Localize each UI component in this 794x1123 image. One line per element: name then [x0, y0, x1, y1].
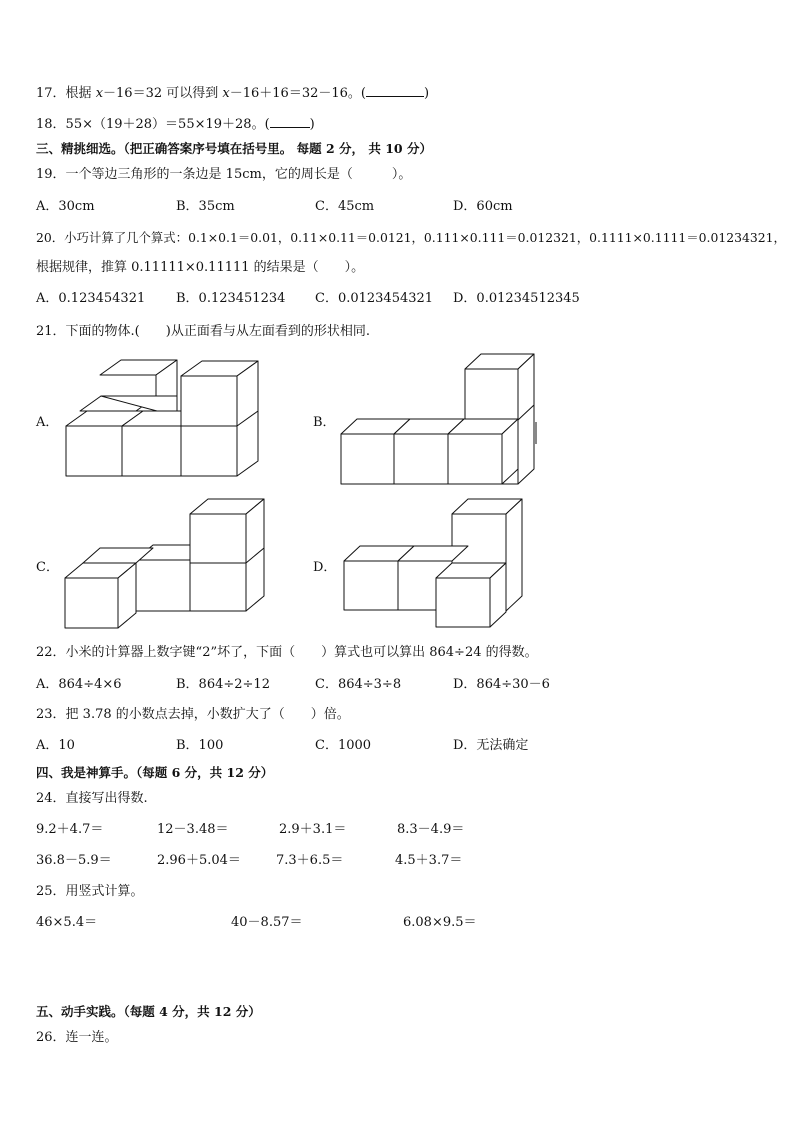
question-25-stem: 25．用竖式计算。	[36, 884, 144, 899]
q20-option-a[interactable]: A．0.123454321	[36, 291, 146, 306]
q22-option-c[interactable]: C．864÷3÷8	[315, 677, 402, 692]
q20-option-d[interactable]: D．0.01234512345	[453, 291, 580, 306]
q24-item: 2.96＋5.04＝	[157, 853, 241, 868]
section-3-heading: 三、精挑细选。（把正确答案序号填在括号里。 每题 2 分， 共 10 分）	[36, 141, 432, 156]
question-20-stem: 20．小巧计算了几个算式：0.1×0.1＝0.01，0.11×0.11＝0.0121，0.111×0.111＝0.012321，0.1111×0.1111＝0.01234321，	[36, 230, 786, 245]
answer-blank-17[interactable]	[366, 84, 424, 97]
q20-option-b[interactable]: B．0.123451234	[176, 291, 286, 306]
section-4-heading: 四、我是神算手。（每题 6 分，共 12 分）	[36, 765, 274, 780]
question-17: 17．根据 x－16＝32 可以得到 x－16＋16＝32－16。( )	[36, 86, 430, 101]
question-23-stem: 23．把 3.78 的小数点去掉，小数扩大了（ ）倍。	[36, 707, 350, 722]
cube-figure-c	[60, 496, 265, 616]
q21-option-a-label[interactable]: A．	[36, 415, 59, 430]
question-18: 18．55×（19＋28）＝55×19＋28。( )	[36, 117, 315, 132]
q21-option-d-label[interactable]: D．	[313, 560, 337, 575]
q19-option-b[interactable]: B．35cm	[176, 199, 235, 214]
question-22-stem: 22．小米的计算器上数字键“2”坏了，下面（ ）算式也可以算出 864÷24 的得数。	[36, 645, 538, 660]
q25-item: 6.08×9.5＝	[403, 915, 477, 930]
q24-item: 12－3.48＝	[157, 822, 229, 837]
cube-figure-b	[338, 352, 543, 487]
q24-item: 4.5＋3.7＝	[395, 853, 463, 868]
q22-option-a[interactable]: A．864÷4×6	[36, 677, 122, 692]
q25-item: 40－8.57＝	[231, 915, 303, 930]
q22-option-b[interactable]: B．864÷2÷12	[176, 677, 270, 692]
question-24-stem: 24．直接写出得数.	[36, 791, 148, 806]
question-21-stem: 21．下面的物体.( )从正面看与从左面看到的形状相同.	[36, 324, 370, 339]
q24-item: 7.3＋6.5＝	[276, 853, 344, 868]
q24-item: 8.3－4.9＝	[397, 822, 465, 837]
q23-option-b[interactable]: B．100	[176, 738, 224, 753]
q24-item: 36.8－5.9＝	[36, 853, 112, 868]
q19-option-d[interactable]: D．60cm	[453, 199, 513, 214]
answer-blank-18[interactable]	[270, 115, 310, 128]
question-19-stem: 19．一个等边三角形的一条边是 15cm，它的周长是（ ）。	[36, 167, 412, 182]
question-20-stem-2: 根据规律，推算 0.11111×0.11111 的结果是（ ）。	[36, 260, 365, 275]
q19-option-a[interactable]: A．30cm	[36, 199, 95, 214]
q25-item: 46×5.4＝	[36, 915, 98, 930]
question-26-stem: 26．连一连。	[36, 1030, 118, 1045]
q21-option-c-label[interactable]: C．	[36, 560, 59, 575]
q23-option-c[interactable]: C．1000	[315, 738, 372, 753]
q20-option-c[interactable]: C．0.0123454321	[315, 291, 434, 306]
cube-figure-d	[340, 496, 530, 631]
q23-option-d[interactable]: D．无法确定	[453, 738, 529, 753]
q23-option-a[interactable]: A．10	[36, 738, 75, 753]
q21-option-b-label[interactable]: B．	[313, 415, 336, 430]
q22-option-d[interactable]: D．864÷30－6	[453, 677, 550, 692]
q19-option-c[interactable]: C．45cm	[315, 199, 375, 214]
q24-item: 2.9＋3.1＝	[279, 822, 347, 837]
cube-figure-a	[60, 355, 260, 485]
section-5-heading: 五、动手实践。（每题 4 分，共 12 分）	[36, 1004, 261, 1019]
q24-item: 9.2＋4.7＝	[36, 822, 104, 837]
